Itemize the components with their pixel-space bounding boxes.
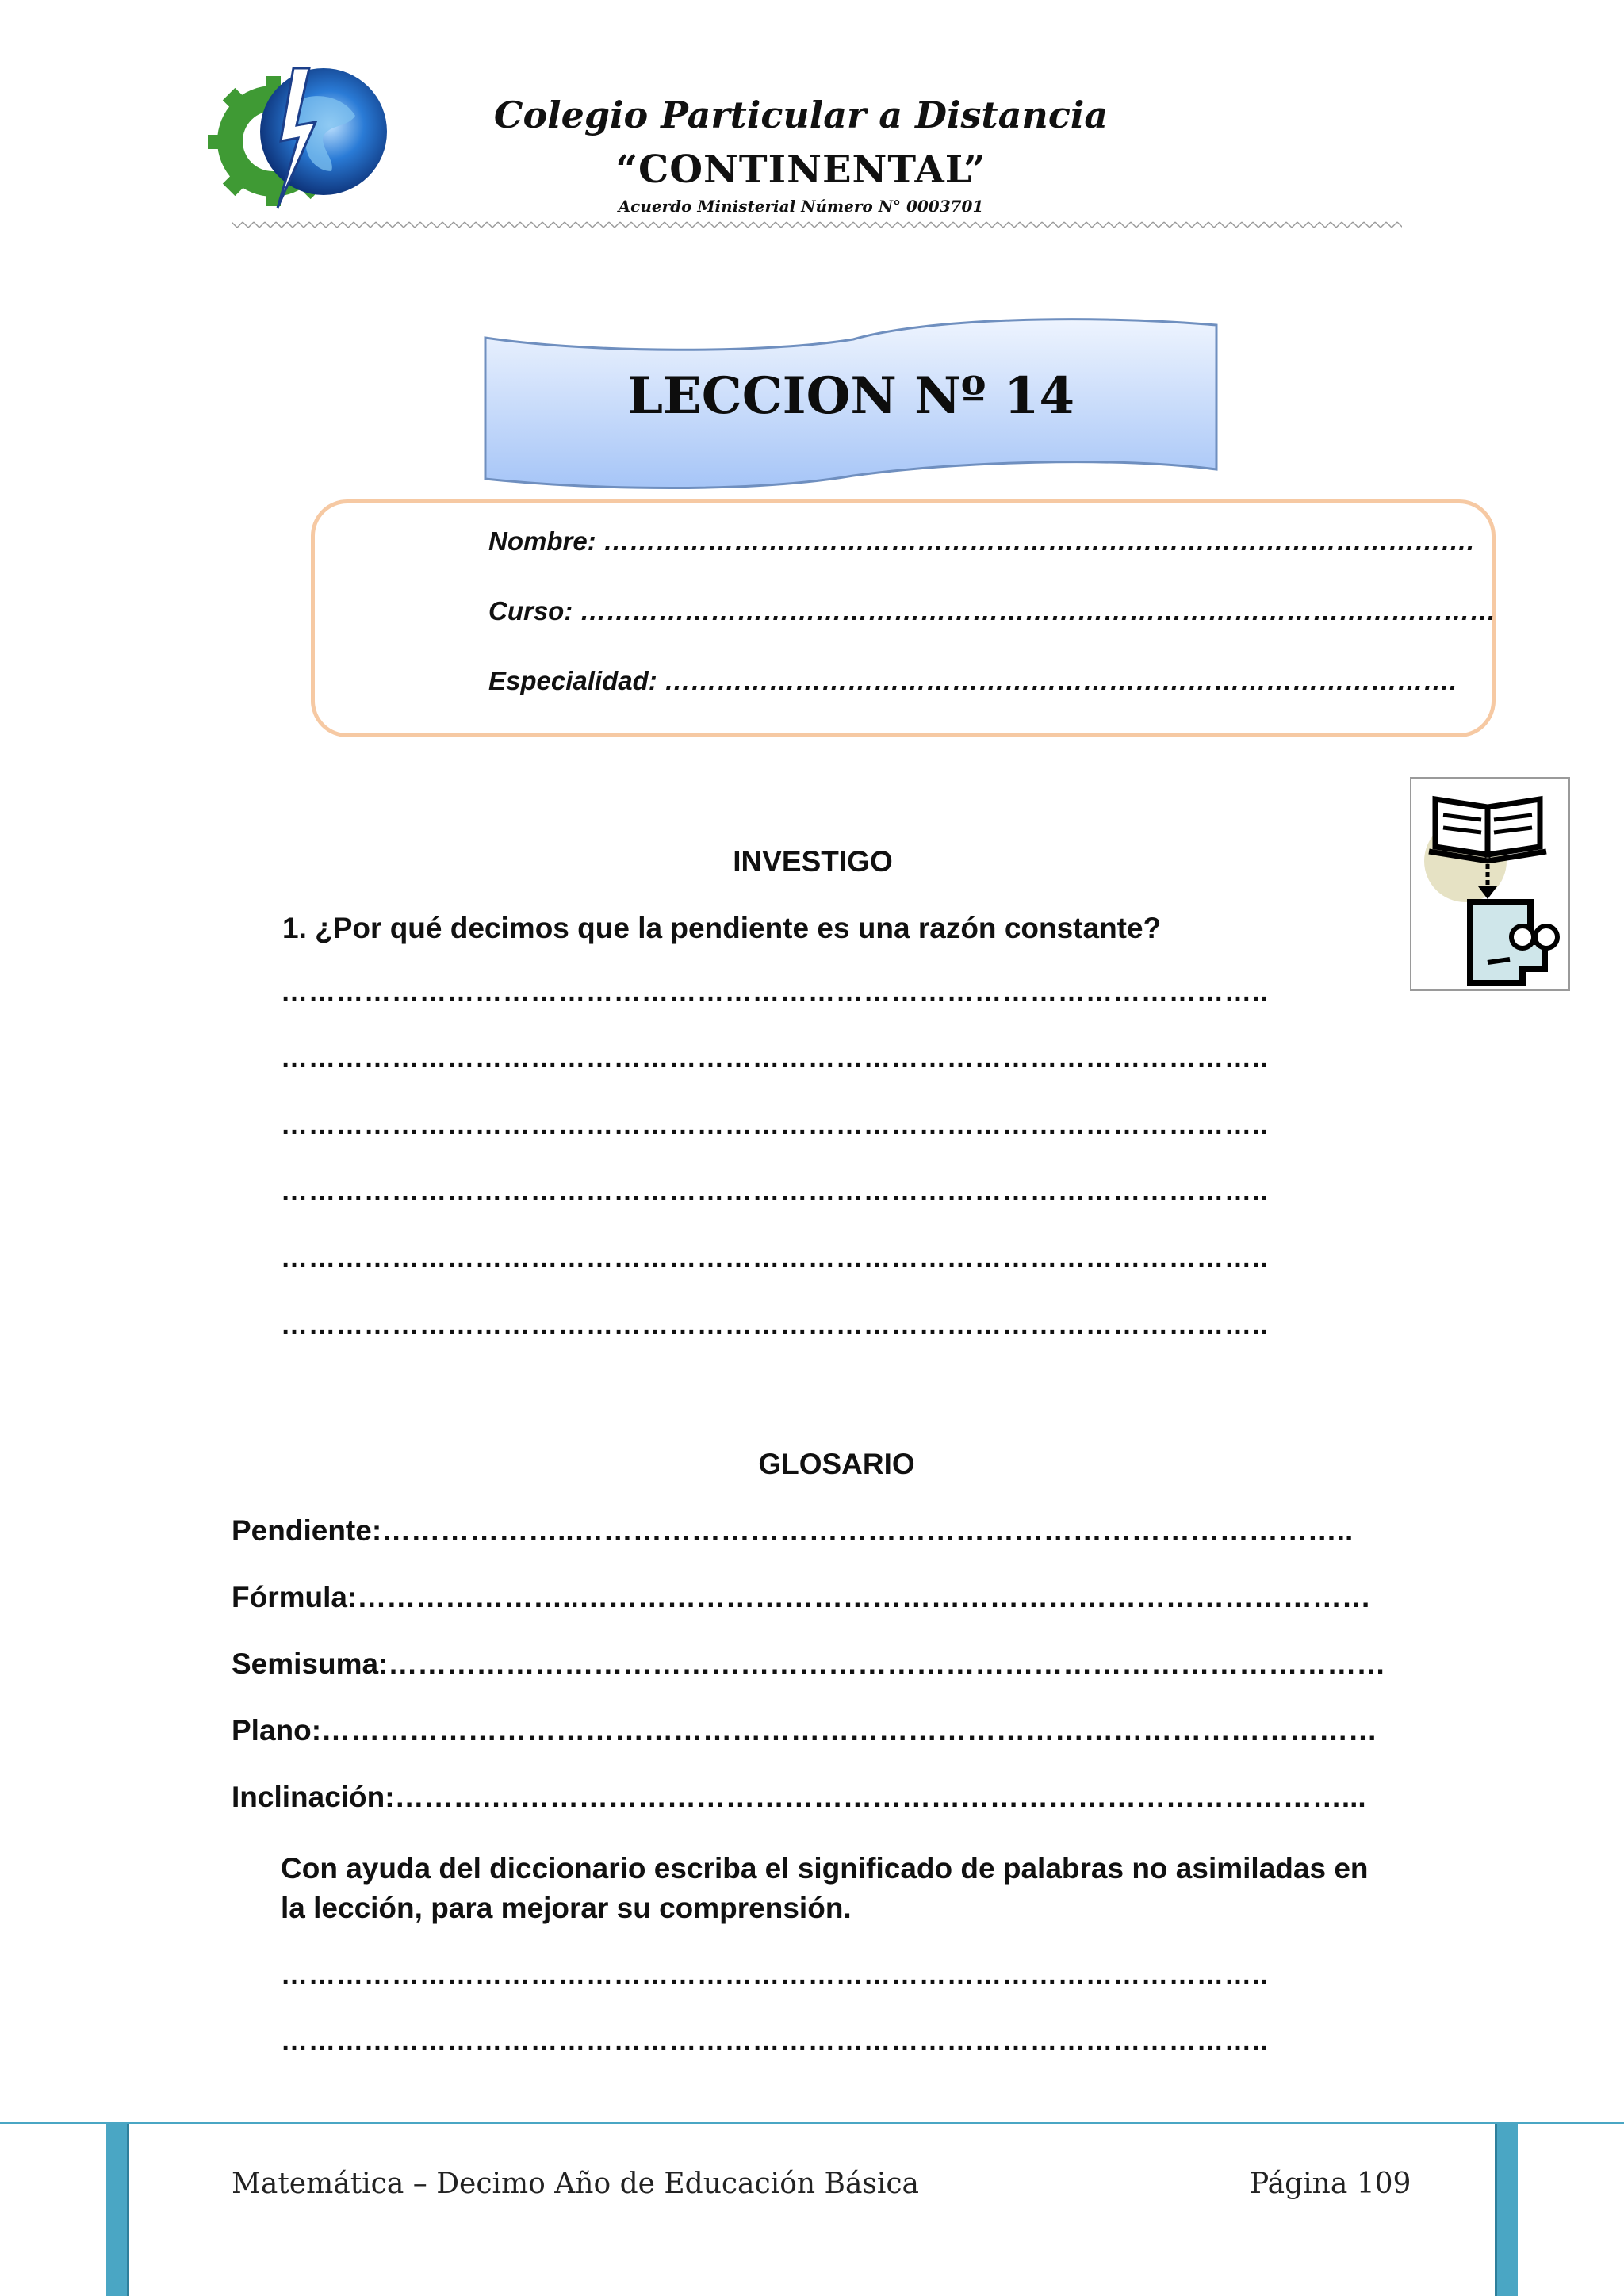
answer-line: …………………………………………………………………………………………….. <box>281 1310 1269 1340</box>
dictionary-instruction: Con ayuda del diccionario escriba el significado de palabras no asimiladas en la lección, para mejorar su comprensión. <box>281 1852 1369 1924</box>
school-accreditation: Acuerdo Ministerial Número N° 0003701 <box>618 197 984 216</box>
lesson-title: LECCION Nº 14 <box>627 366 1074 426</box>
answer-line: …………………………………………………………………………………………….. <box>281 1043 1269 1073</box>
footer-subject: Matemática – Decimo Año de Educación Básica <box>232 2168 920 2200</box>
nombre-field: Nombre: ………………………………………………………………………………………. <box>488 526 1475 556</box>
answer-line: …………………………………………………………………………………………….. <box>281 1960 1269 1990</box>
footer-divider <box>0 2122 1624 2124</box>
especialidad-field: Especialidad: ………………………………………………………………………………. <box>488 666 1457 695</box>
answer-line: …………………………………………………………………………………………….. <box>281 1110 1269 1140</box>
footer-accent-bar-left <box>106 2124 127 2296</box>
glossary-term-formula: Fórmula:…………………..……………………………………………………………………… <box>232 1581 1371 1613</box>
investigo-heading: INVESTIGO <box>733 845 893 878</box>
glossary-term-semisuma: Semisuma:………………………………………………………………………………………… <box>232 1647 1386 1680</box>
school-name-title: “CONTINENTAL” <box>615 147 986 192</box>
school-logo <box>205 52 395 227</box>
answer-line: …………………………………………………………………………………………….. <box>281 2026 1269 2057</box>
footer-accent-bar-right <box>1497 2124 1518 2296</box>
page-number: Página 109 <box>1250 2168 1411 2200</box>
glosario-heading: GLOSARIO <box>758 1448 915 1480</box>
question-1: 1. ¿Por qué decimos que la pendiente es una razón constante? <box>282 912 1162 944</box>
book-reader-icon <box>1410 777 1570 991</box>
school-name-line: Colegio Particular a Distancia <box>493 94 1109 136</box>
glossary-term-pendiente: Pendiente:………………..…………………………………………………………………….. <box>232 1514 1354 1547</box>
curso-field: Curso: …………………………………………………………………………………………… <box>488 596 1496 626</box>
glossary-term-inclinacion: Inclinación:……….……………………………………………………………………………... <box>232 1781 1366 1813</box>
answer-line: …………………………………………………………………………………………….. <box>281 977 1269 1007</box>
answer-line: …………………………………………………………………………………………….. <box>281 1177 1269 1207</box>
answer-line: …………………………………………………………………………………………….. <box>281 1243 1269 1273</box>
glossary-term-plano: Plano:……………………………………………………………………………………………… <box>232 1714 1378 1747</box>
header-divider <box>232 219 1402 233</box>
